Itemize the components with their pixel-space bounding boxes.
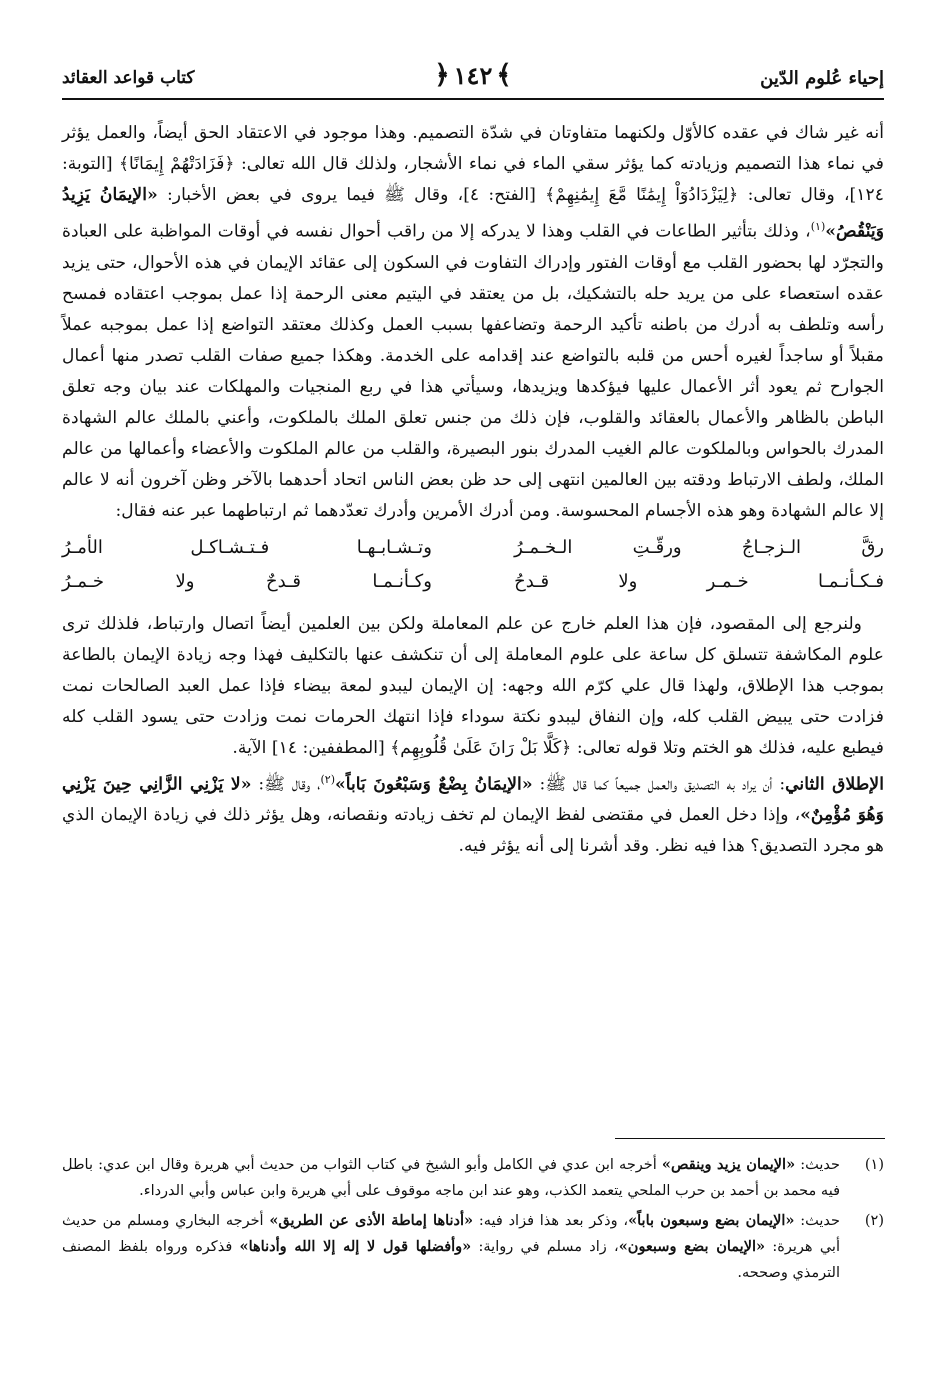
main-text — [62, 118, 884, 862]
paragraph-2 — [62, 609, 884, 764]
footnote-1 — [62, 1152, 884, 1204]
poem-line-1 — [62, 531, 884, 565]
paragraph-3-text-b: ، وقال ﷺ: — [251, 774, 321, 795]
footnote-marker-1[interactable]: (١) — [810, 220, 826, 233]
footnote-text — [62, 1152, 840, 1204]
footnote-2-text-a: ، وذكر بعد هذا فزاد فيه: — [473, 1213, 629, 1229]
hadith-3: «لا يَزْنِي الزَّانِي حِينَ يَزْنِي وَهُوَ مُؤْمِنٌ» — [62, 774, 884, 826]
footnote-2-text-b: أخرجه البخاري ومسلم من حديث أبي هريرة: — [62, 1213, 840, 1255]
page-number-bracket-open: ﴾ — [496, 60, 512, 90]
quran-verse-2: ﴿لِيَزْدَادُوٓاْ إِيمَٰنًا مَّعَ إِيمَٰنِهِمْ﴾ — [545, 185, 739, 205]
paragraph-3-text-a: : أن يراد به التصديق والعمل جميعاً كما قال ﷺ: — [532, 774, 786, 795]
page-number-value: ١٤٢ — [453, 60, 493, 90]
footnotes — [62, 1152, 884, 1290]
poem-line-1-first-hemistich: رقَّ الـزجـاجُ ورقّـتِ الـخـمـرُ — [514, 537, 884, 559]
section-term: الإطلاق الثاني — [785, 774, 884, 795]
paragraph-2-text: ولنرجع إلى المقصود، فإن هذا العلم خارج عن علم المعاملة ولكن بين العلمين أيضاً اتصال وارتباط، فلذلك ترى علوم المكاشفة تتسلق كل ساعة على علوم المعاملة إلى أن تنكشف عنها بالتكليف فهذا وجه زيادة الإيمان بالطاعة بموجب هذا الإطلاق، ولهذا قال علي كرّم الله وجهه: إن الإيمان ليبدو لمعة بيضاء فإذا عمل العبد الصالحات نمت فزادت حتى يبيض القلب كله، وإن النفاق ليبدو نكتة سوداء فإذا انتهك الحرمات نمت وزادت حتى يسود القلب كله فيطبع عليه، فذلك هو الختم وتلا قوله تعالى: — [62, 613, 884, 758]
paragraph-3-text-c: ، وإذا دخل العمل في مقتضى لفظ الإيمان لم تخف زيادته ونقصانه، وهل يؤثر ذلك في زيادة الإيمان الذي هو مجرد التصديق؟ هذا فيه نظر. وقد أشرنا إلى أنه يؤثر فيه. — [62, 805, 884, 857]
quran-verse-1: ﴿فَزَادَتْهُمْ إِيمَانًا﴾ — [118, 154, 235, 174]
verse-ref-1: [التوبة: ١٢٤]، وقال تعالى: — [62, 154, 884, 205]
footnote-1-prefix: حديث: — [795, 1157, 840, 1173]
footnote-2 — [62, 1208, 884, 1286]
paragraph-3 — [62, 764, 884, 863]
page-number-bracket-close: ﴿ — [434, 60, 450, 90]
poem-line-2 — [62, 565, 884, 599]
chapter-title: كتاب قواعد العقائد — [62, 68, 195, 88]
footnote-2-text-c: ، زاد مسلم في رواية: — [471, 1239, 619, 1255]
footnote-2-hadith-c: «الإيمان بضع وسبعون» — [618, 1238, 766, 1255]
footnote-1-body: أخرجه ابن عدي في الكامل وأبو الشيخ في كتاب الثواب من حديث أبي هريرة وقال ابن عدي: باطل فيه محمد بن أحمد بن حرب الملحي يتعمد الكذب، وهو عند ابن ماجه موقوف على أبي هريرة وابن عباس وأبي الدرداء. — [62, 1157, 840, 1199]
footnote-2-text-d: فذكره ورواه بلفظ المصنف الترمذي وصححه. — [62, 1239, 840, 1281]
footnote-2-hadith-d: «وأفضلها قول لا إله إلا الله وأدناها» — [239, 1238, 472, 1255]
poem-line-1-second-hemistich: وتـشـابـهـا فـتـشـاكـل الأمـرُ — [62, 537, 432, 559]
poem-line-2-second-hemistich: وكـأنـمـا قـدحٌ ولا خـمـرُ — [62, 571, 432, 593]
paragraph-1-text-a: أنه غير شاك في عقده كالأوّل ولكنهما متفاوتان في شدّة التصميم. وهذا موجود في الاعتقاد الحق أيضاً، والعمل يؤثر في نماء هذا التصميم وزيادته كما يؤثر سقي الماء في نماء الأشجار، ولذلك قال الله تعالى: — [62, 123, 884, 174]
page-number — [434, 60, 511, 90]
poem-line-2-first-hemistich: فـكـأنـمـا خـمـر ولا قـدحُ — [514, 571, 884, 593]
footnote-2-hadith-b: «أدناها إماطة الأذى عن الطريق» — [269, 1212, 474, 1229]
footnote-text — [62, 1208, 840, 1286]
verse-ref-2: [الفتح: ٤]، وقال ﷺ فيما يروى في بعض الأخبار: — [157, 185, 546, 205]
hadith-1: «الإيمَانُ يَزِيدُ وَيَنْقُصُ» — [62, 185, 884, 242]
hadith-2: «الإيمَانُ بِضْعٌ وَسَبْعُونَ بَاباً» — [334, 774, 533, 795]
footnote-2-hadith-a: «الإيمان بضع وسبعون باباً» — [628, 1212, 795, 1229]
footnote-marker-2[interactable]: (٢) — [320, 772, 335, 786]
poem — [62, 531, 884, 599]
verse-ref-3: [المطففين: ١٤] الآية. — [232, 737, 391, 758]
paragraph-1-text-b: ، وذلك بتأثير الطاعات في القلب وهذا لا يدركه إلا من راقب أحوال نفسه في أوقات المواظبة على العبادة والتجرّد لها بحضور القلب مع أوقات الفتور وإدراك التفاوت في السكون إلى عقائد الإيمان في هذه الأحوال، حتى يزيد عقده استعصاء على من يريد حله بالتشكيك، بل من يعتقد في اليتيم معنى الرحمة إذا عمل بموجب اعتقاده فمسح رأسه وتلطف به أدرك من باطنه تأكيد الرحمة وتضاعفها بسبب العمل وكذلك معتقد التواضع إذا عمل بموجبه عملاً مقبلاً أو ساجداً لغيره أحس من قلبه بالتواضع عند إقدامه على الخدمة. وهكذا جميع صفات القلب تصدر منها أعمال الجوارح ثم يعود أثر الأعمال عليها فيؤكدها ويزيدها، وسيأتي هذا في ربع المنجيات والمهلكات عند بيان وجه تعلق الباطن بالظاهر والأعمال بالعقائد والقلوب، فإن ذلك من جنس تعلق الملك بالملكوت، وأعني بالملك عالم الشهادة المدرك بالحواس وبالملكوت عالم الغيب المدرك بنور البصيرة، والقلب من عالم الملكوت والأعضاء وأعمالها من عالم الملك، ولطف الارتباط ودقته بين العالمين انتهى إلى حد ظن بعض الناس اتحاد أحدهما بالآخر وظن آخرون أنه لا عالم إلا عالم الشهادة وهو هذه الأجسام المحسوسة. ومن أدرك الأمرين وأدرك تعدّدهما ثم ارتباطهما عبر عنه فقال: — [62, 221, 884, 521]
footnote-divider — [615, 1138, 885, 1139]
page-header — [62, 58, 884, 100]
book-title: إحياء عُلوم الدّين — [760, 67, 884, 89]
quran-verse-3: ﴿كَلَّا بَلْ رَانَ عَلَىٰ قُلُوبِهِم﴾ — [390, 737, 572, 758]
footnote-number: (٢) — [864, 1213, 884, 1229]
footnote-number: (١) — [864, 1157, 884, 1173]
footnote-2-prefix: حديث: — [794, 1213, 841, 1229]
footnote-1-hadith: «الإيمان يزيد وينقص» — [661, 1156, 796, 1173]
paragraph-1 — [62, 118, 884, 527]
